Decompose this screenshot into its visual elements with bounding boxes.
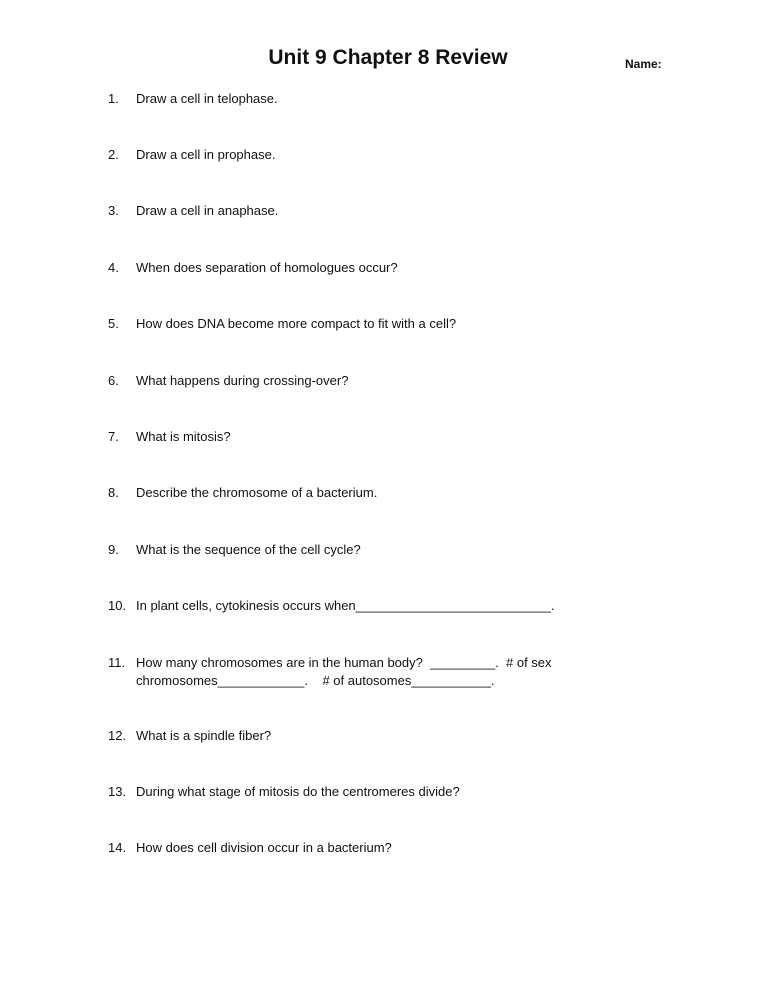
question-number: 4. (108, 260, 119, 275)
question-number: 11. (108, 655, 126, 670)
question-text: Draw a cell in anaphase. (136, 203, 279, 218)
question-number: 7. (108, 429, 119, 444)
question-14 (108, 839, 568, 857)
question-12 (108, 727, 568, 745)
question-number: 6. (108, 373, 119, 388)
question-number: 13. (108, 784, 127, 799)
question-text: During what stage of mitosis do the centromeres divide? (136, 784, 460, 799)
question-text: How does cell division occur in a bacterium? (136, 840, 392, 855)
question-4 (108, 259, 568, 277)
question-text: In plant cells, cytokinesis occurs when___________________________. (136, 598, 555, 613)
question-8 (108, 484, 568, 502)
question-13 (108, 783, 568, 801)
question-9 (108, 541, 568, 559)
question-text: When does separation of homologues occur? (136, 260, 398, 275)
question-text: What is a spindle fiber? (136, 728, 272, 743)
question-number: 12. (108, 728, 127, 743)
question-text: Describe the chromosome of a bacterium. (136, 485, 378, 500)
question-number: 3. (108, 203, 119, 218)
question-1 (108, 90, 568, 108)
question-number: 1. (108, 91, 119, 106)
name-label: Name: (625, 57, 662, 71)
question-10 (108, 597, 568, 615)
question-number: 2. (108, 147, 119, 162)
question-text: Draw a cell in prophase. (136, 147, 276, 162)
question-7 (108, 428, 568, 446)
question-number: 14. (108, 840, 127, 855)
question-text: What is the sequence of the cell cycle? (136, 542, 361, 557)
page-title: Unit 9 Chapter 8 Review (268, 46, 508, 69)
question-2 (108, 146, 568, 164)
question-11 (108, 654, 558, 690)
question-5 (108, 315, 568, 333)
question-text: Draw a cell in telophase. (136, 91, 278, 106)
question-text: What is mitosis? (136, 429, 231, 444)
question-text: How does DNA become more compact to fit with a cell? (136, 316, 457, 331)
question-text: How many chromosomes are in the human body? _________. # of sex chromosomes____________. # of autosomes___________. (136, 655, 556, 688)
question-number: 5. (108, 316, 119, 331)
question-6 (108, 372, 568, 390)
question-text: What happens during crossing-over? (136, 373, 349, 388)
question-number: 8. (108, 485, 119, 500)
question-number: 10. (108, 598, 127, 613)
question-3 (108, 202, 568, 220)
question-number: 9. (108, 542, 119, 557)
